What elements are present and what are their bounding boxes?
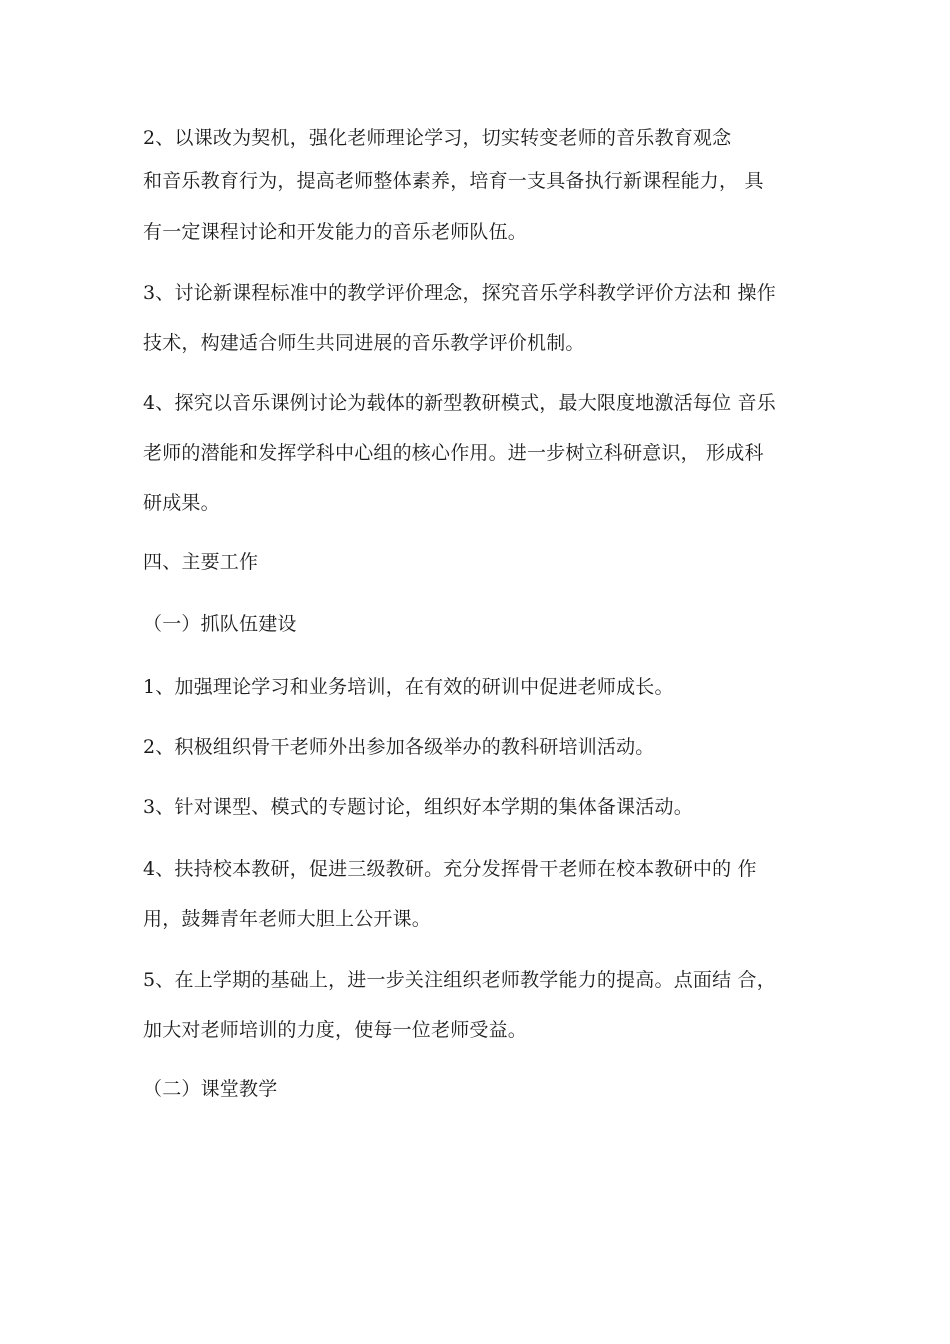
text-line: 技术，构建适合师生共同进展的音乐教学评价机制。 — [143, 332, 585, 354]
section-heading: 四、主要工作 — [143, 551, 259, 573]
text-line: 研成果。 — [143, 492, 220, 514]
text-line: 老师的潜能和发挥学科中心组的核心作用。进一步树立科研意识， 形成科 — [143, 442, 764, 464]
text-line: 3、讨论新课程标准中的教学评价理念，探究音乐学科教学评价方法和 操作 — [143, 282, 776, 304]
text-line: 有一定课程讨论和开发能力的音乐老师队伍。 — [143, 221, 528, 243]
text-line: 4、探究以音乐课例讨论为载体的新型教研模式，最大限度地激活每位 音乐 — [143, 392, 776, 414]
text-line: 5、在上学期的基础上，进一步关注组织老师教学能力的提高。点面结 合， — [143, 969, 776, 991]
subsection-heading: （二）课堂教学 — [143, 1078, 278, 1100]
text-line: 和音乐教育行为，提高老师整体素养，培育一支具备执行新课程能力， 具 — [143, 170, 764, 192]
text-line: 加大对老师培训的力度，使每一位老师受益。 — [143, 1019, 528, 1041]
text-line: 4、扶持校本教研，促进三级教研。充分发挥骨干老师在校本教研中的 作 — [143, 858, 757, 880]
text-line: 2、以课改为契机，强化老师理论学习，切实转变老师的音乐教育观念 — [143, 127, 732, 149]
text-line: 2、积极组织骨干老师外出参加各级举办的教科研培训活动。 — [143, 736, 655, 758]
text-line: 3、针对课型、模式的专题讨论，组织好本学期的集体备课活动。 — [143, 796, 693, 818]
text-line: 1、加强理论学习和业务培训，在有效的研训中促进老师成长。 — [143, 676, 674, 698]
subsection-heading: （一）抓队伍建设 — [143, 613, 297, 635]
text-line: 用，鼓舞青年老师大胆上公开课。 — [143, 908, 432, 930]
